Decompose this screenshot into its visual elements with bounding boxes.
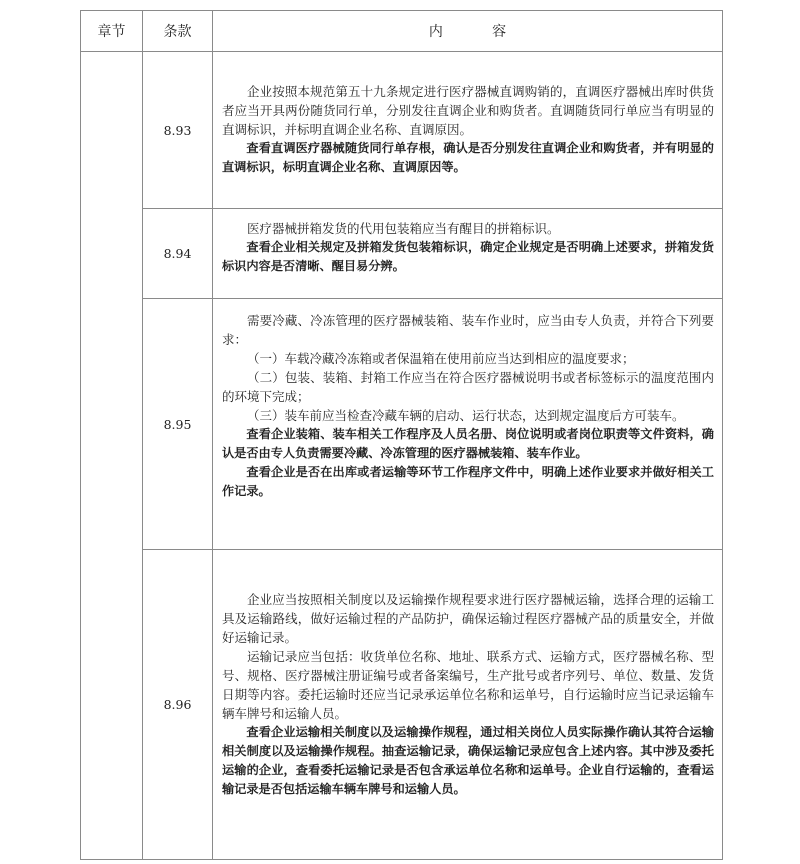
clause-number: 8.95 bbox=[143, 299, 213, 550]
clause-content bbox=[213, 209, 723, 299]
content-paragraph-check: 查看企业装箱、装车相关工作程序及人员名册、岗位说明或者岗位职责等文件资料，确认是否由专人负责需要冷藏、冷冻管理的医疗器械装箱、装车作业。 bbox=[222, 427, 714, 460]
table-header-row bbox=[81, 11, 723, 52]
clause-number: 8.96 bbox=[143, 550, 213, 860]
clause-content bbox=[213, 550, 723, 860]
clause-number: 8.94 bbox=[143, 209, 213, 299]
header-content: 内 容 bbox=[213, 11, 723, 52]
header-chapter: 章节 bbox=[81, 11, 143, 52]
content-paragraph-check: 查看企业是否在出库或者运输等环节工作程序文件中，明确上述作业要求并做好相关工作记录。 bbox=[222, 465, 714, 498]
header-clause: 条款 bbox=[143, 11, 213, 52]
clause-number: 8.93 bbox=[143, 52, 213, 209]
clause-table bbox=[80, 10, 723, 860]
content-paragraph: （二）包装、装箱、封箱工作应当在符合医疗器械说明书或者标签标示的温度范围内的环境下完成； bbox=[222, 370, 714, 404]
table-row bbox=[81, 299, 723, 550]
content-paragraph-check: 查看企业运输相关制度以及运输操作规程，通过相关岗位人员实际操作确认其符合运输相关制度以及运输操作规程。抽查运输记录，确保运输记录应包含上述内容。其中涉及委托运输的企业，查看委托运输记录是否包含承运单位名称和运单号。企业自行运输的，查看运输记录是否包括运输车辆车牌号和运输人员。 bbox=[222, 725, 714, 796]
table-row bbox=[81, 52, 723, 209]
content-paragraph: 医疗器械拼箱发货的代用包装箱应当有醒目的拼箱标识。 bbox=[247, 221, 560, 236]
content-paragraph: （三）装车前应当检查冷藏车辆的启动、运行状态，达到规定温度后方可装车。 bbox=[247, 408, 685, 423]
content-paragraph: 需要冷藏、冷冻管理的医疗器械装箱、装车作业时，应当由专人负责，并符合下列要求： bbox=[222, 313, 714, 347]
chapter-cell bbox=[81, 52, 143, 860]
clause-content bbox=[213, 299, 723, 550]
table-row bbox=[81, 550, 723, 860]
content-paragraph-check: 查看企业相关规定及拼箱发货包装箱标识，确定企业规定是否明确上述要求，拼箱发货标识内容是否清晰、醒目易分辨。 bbox=[222, 240, 714, 273]
content-paragraph-check: 查看直调医疗器械随货同行单存根，确认是否分别发往直调企业和购货者，并有明显的直调标识，标明直调企业名称、直调原因等。 bbox=[222, 141, 714, 174]
content-paragraph: 企业按照本规范第五十九条规定进行医疗器械直调购销的，直调医疗器械出库时供货者应当开具两份随货同行单，分别发往直调企业和购货者。直调随货同行单应当有明显的直调标识，并标明直调企业名称、直调原因。 bbox=[222, 84, 714, 137]
content-paragraph: 企业应当按照相关制度以及运输操作规程要求进行医疗器械运输，选择合理的运输工具及运输路线，做好运输过程的产品防护，确保运输过程医疗器械产品的质量安全，并做好运输记录。 bbox=[222, 592, 714, 645]
clause-content bbox=[213, 52, 723, 209]
table-row bbox=[81, 209, 723, 299]
clause-table-page bbox=[80, 10, 722, 858]
content-paragraph: 运输记录应当包括：收货单位名称、地址、联系方式、运输方式，医疗器械名称、型号、规格、医疗器械注册证编号或者备案编号，生产批号或者序列号、单位、数量、发货日期等内容。委托运输时还应当记录承运单位名称和运单号，自行运输时应当记录运输车辆车牌号和运输人员。 bbox=[222, 649, 714, 721]
content-paragraph: （一）车载冷藏冷冻箱或者保温箱在使用前应当达到相应的温度要求； bbox=[247, 351, 635, 366]
